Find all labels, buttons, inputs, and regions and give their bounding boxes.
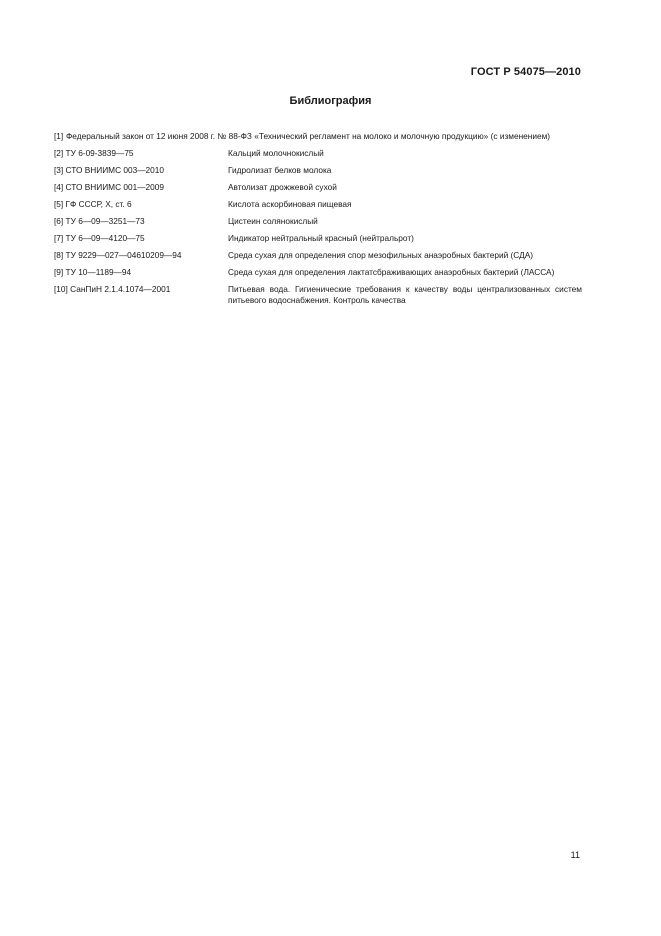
entry-reference — [54, 250, 228, 261]
bibliography-entry-9 — [54, 267, 582, 278]
entry-designation: ТУ 6—09—3251—73 — [65, 216, 145, 226]
bibliography-entry-7 — [54, 233, 582, 244]
entry-designation: СТО ВНИИМС 001—2009 — [65, 182, 164, 192]
entry-description: Кальций молочнокислый — [228, 148, 324, 158]
entry-designation: СТО ВНИИМС 003—2010 — [65, 165, 164, 175]
entry-description: Цистеин солянокислый — [228, 216, 318, 226]
entry-number: [4] — [54, 182, 64, 192]
entry-number: [1] — [54, 131, 64, 141]
entry-description: Среда сухая для определения спор мезофильных анаэробных бактерий (СДА) — [228, 250, 534, 260]
entry-number: [9] — [54, 267, 64, 277]
entry-description: Гидролизат белков молока — [228, 165, 332, 175]
bibliography-entry-10 — [54, 284, 582, 306]
bibliography-entry-3 — [54, 165, 582, 176]
bibliography-entry-1 — [54, 131, 582, 142]
entry-designation: ТУ 6-09-3839—75 — [65, 148, 134, 158]
entry-designation: СанПиН 2.1.4.1074—2001 — [70, 284, 171, 294]
entry-designation: ТУ 6—09—4120—75 — [65, 233, 145, 243]
entry-number: [7] — [54, 233, 64, 243]
entry-number: [10] — [54, 284, 68, 294]
entry-reference — [54, 148, 228, 159]
bibliography-entry-2 — [54, 148, 582, 159]
entry-description: Среда сухая для определения лактатсбраживающих анаэробных бактерий (ЛАССА) — [228, 267, 555, 277]
entry-description: Питьевая вода. Гигиенические требования к качеству воды централизованных систем питьевого водоснабжения. Контроль качества — [228, 284, 582, 305]
entry-text: Федеральный закон от 12 июня 2008 г. № 88-ФЗ «Технический регламент на молоко и молочную продукцию» (с изменением) — [66, 131, 551, 141]
entry-number: [8] — [54, 250, 64, 260]
standard-code: ГОСТ Р 54075—2010 — [470, 66, 581, 78]
page-title: Библиография — [289, 95, 372, 107]
entry-reference — [54, 233, 228, 244]
entry-reference — [54, 165, 228, 176]
entry-reference — [54, 216, 228, 227]
entry-reference — [54, 199, 228, 210]
bibliography-entry-6 — [54, 216, 582, 227]
bibliography-list — [54, 131, 582, 312]
entry-reference — [54, 267, 228, 278]
entry-designation: ГФ СССР, X, ст. 6 — [65, 199, 132, 209]
entry-description: Индикатор нейтральный красный (нейтральрот) — [228, 233, 414, 243]
entry-number: [2] — [54, 148, 64, 158]
entry-number: [6] — [54, 216, 64, 226]
bibliography-entry-4 — [54, 182, 582, 193]
entry-designation: ТУ 10—1189—94 — [65, 267, 132, 277]
entry-designation: ТУ 9229—027—04610209—94 — [65, 250, 182, 260]
entry-reference — [54, 182, 228, 193]
bibliography-entry-5 — [54, 199, 582, 210]
page-number: 11 — [570, 850, 580, 860]
entry-number: [5] — [54, 199, 64, 209]
entry-description: Автолизат дрожжевой сухой — [228, 182, 337, 192]
bibliography-entry-8 — [54, 250, 582, 261]
entry-reference — [54, 284, 228, 306]
entry-description: Кислота аскорбиновая пищевая — [228, 199, 352, 209]
entry-number: [3] — [54, 165, 64, 175]
